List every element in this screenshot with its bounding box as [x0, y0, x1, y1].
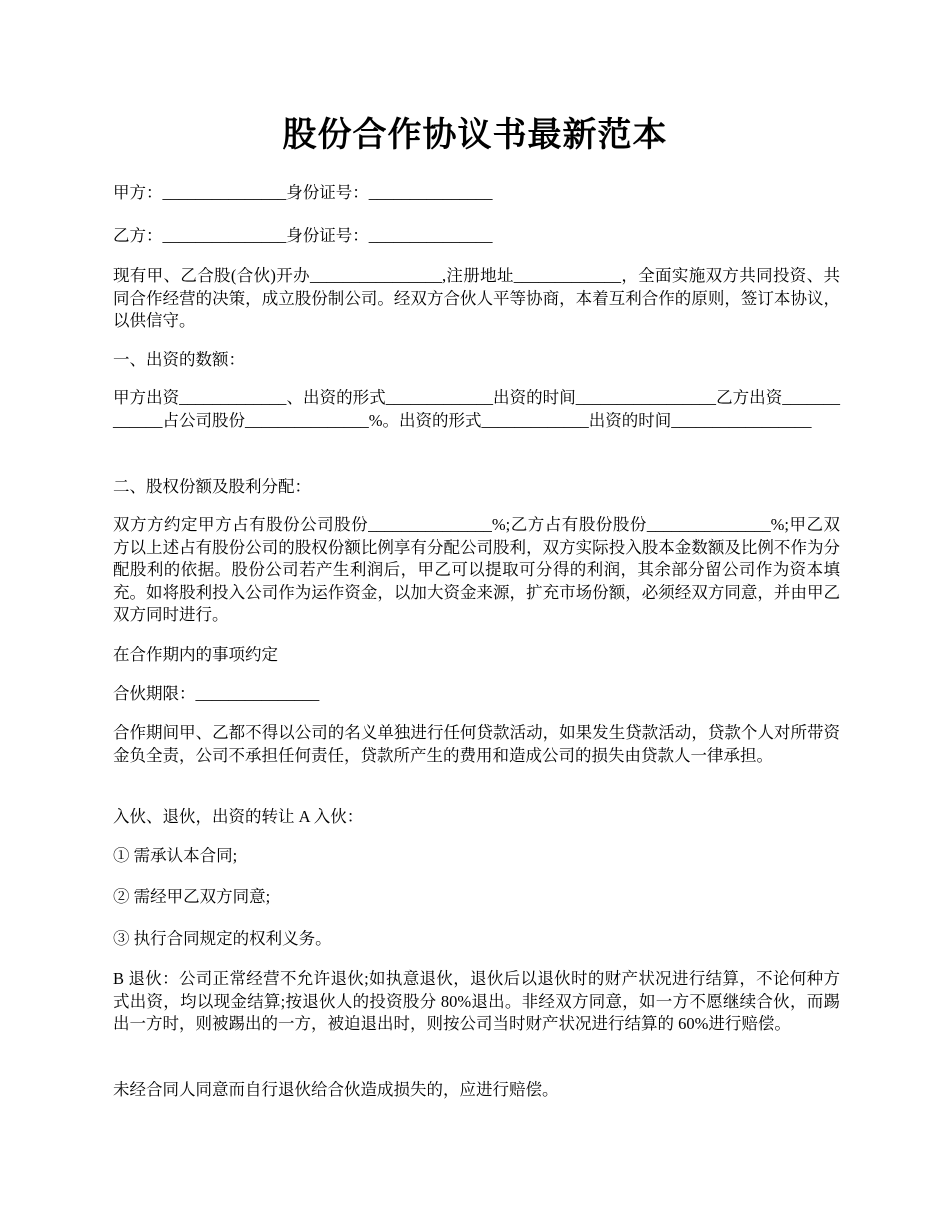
joining-item-2: ② 需经甲乙双方同意; — [113, 887, 271, 906]
party-a-line: 甲方：_______________身份证号：_______________ — [113, 183, 493, 202]
capital-paragraph: 甲方出资_____________、出资的形式_____________出资的时间_________________乙方出资_____________占公司股份_______________%。出资的形式_____________出资的时间_________________ — [113, 388, 840, 430]
section-heading-cooperation: 在合作期内的事项约定 — [113, 645, 278, 664]
intro-paragraph: 现有甲、乙合股(合伙)开办________________,注册地址_____________，全面实施双方共同投资、共同合作经营的决策，成立股份制公司。经双方合伙人平等协商，本着互利合作的原则，签订本协议，以供信守。 — [113, 266, 840, 330]
party-b-line: 乙方：_______________身份证号：_______________ — [113, 226, 493, 245]
joining-item-1: ① 需承认本合同; — [113, 846, 238, 865]
section-heading-equity: 二、股权份额及股利分配： — [113, 477, 311, 496]
section-heading-capital: 一、出资的数额： — [113, 350, 245, 369]
equity-paragraph: 双方方约定甲方占有股份公司股份_______________%;乙方占有股份股份_______________%;甲乙双方以上述占有股份公司的股权份额比例享有分配公司股利，双方实际投入股本金数额及比例不作为分配股利的依据。股份公司若产生利润后，甲乙可以提取可分得的利润，其余部分留公司作为资本填充。如将股利投入公司作为运作资金，以加大资金来源，扩充市场份额，必须经双方同意，并由甲乙双方同时进行。 — [113, 515, 840, 624]
loan-paragraph: 合作期间甲、乙都不得以公司的名义单独进行任何贷款活动，如果发生贷款活动，贷款个人对所带资金负全责，公司不承担任何责任，贷款所产生的费用和造成公司的损失由贷款人一律承担。 — [113, 723, 840, 765]
compensation-paragraph: 未经合同人同意而自行退伙给合伙造成损失的，应进行赔偿。 — [113, 1080, 559, 1099]
joining-heading: 入伙、退伙，出资的转让 A 入伙： — [113, 807, 364, 826]
document-title: 股份合作协议书最新范本 — [282, 117, 668, 154]
joining-item-3: ③ 执行合同规定的权利义务。 — [113, 929, 332, 948]
withdrawal-paragraph: B 退伙：公司正常经营不允许退伙;如执意退伙，退伙后以退伙时的财产状况进行结算，不论何种方式出资，均以现金结算;按退伙人的投资股分 80%退出。非经双方同意，如一方不愿继续合伙，而踢出一方时，则被踢出的一方，被迫退出时，则按公司当时财产状况进行结算的 60%进行赔偿。 — [113, 969, 840, 1033]
partnership-term-line: 合伙期限：_______________ — [113, 684, 320, 703]
